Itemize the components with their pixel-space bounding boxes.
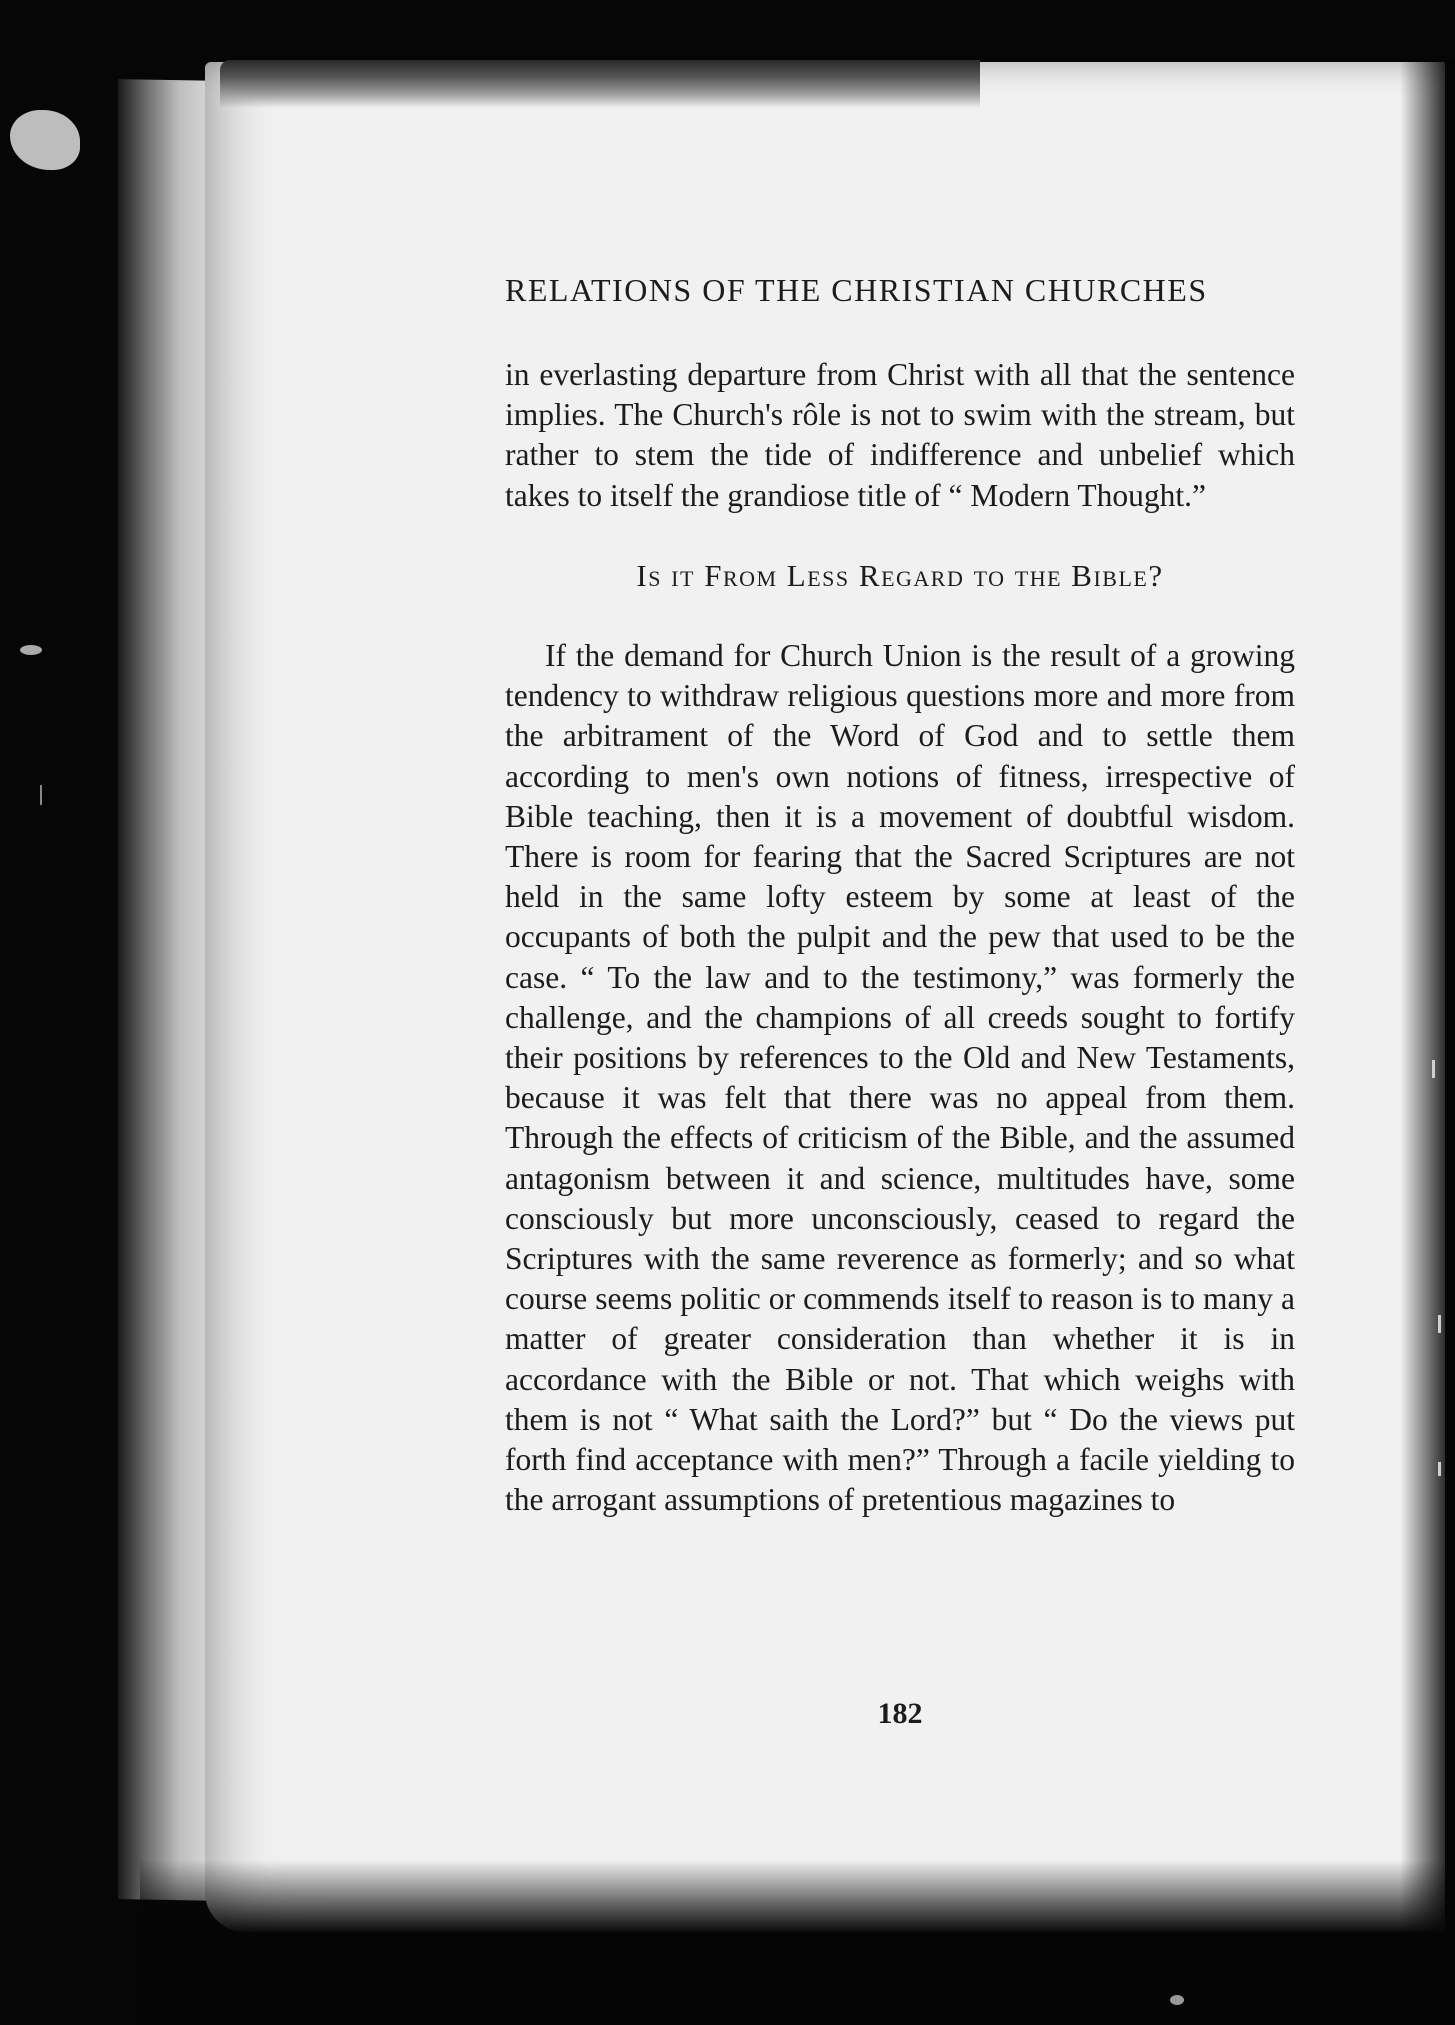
body-text — [505, 355, 1295, 1520]
edge-mark — [1438, 1462, 1441, 1476]
page-top-edge — [220, 60, 980, 108]
running-head: RELATIONS OF THE CHRISTIAN CHURCHES — [505, 272, 1208, 308]
section-heading: Is it From Less Regard to the Bible? — [636, 557, 1164, 593]
opening-paragraph: in everlasting departure from Christ with all that the sentence implies. The Church's rôle is not to swim with the stream, but rather to stem the tide of indifference and unbelief which takes to itself the grandiose title of “ Modern Thought.” — [505, 357, 1295, 513]
main-paragraph: If the demand for Church Union is the result of a growing tendency to withdraw religious questions more and more from the arbitrament of the Word of God and to settle them according to men's own notions of fitness, irrespective of Bible teaching, then it is a movement of doubtful wisdom. There is room for fearing that the Sacred Scriptures are not held in the same lofty esteem by some at least of the occupants of both the pulpit and the pew that used to be the case. “ To the law and to the testimony,” was formerly the challenge, and the champions of all creeds sought to fortify their positions by references to the Old and New Testaments, because it was felt that there was no appeal from them. Through the effects of criticism of the Bible, and the assumed antagonism between it and science, multitudes have, some consciously but more unconsciously, ceased to regard the Scriptures with the same reverence as formerly; and so what course seems politic or commends itself to reason is to many a matter of greater consideration than whether it is in accordance with the Bible or not. That which weighs with them is not “ What saith the Lord?” but “ Do the views put forth find acceptance with men?” Through a facile yielding to the arrogant assumptions of pretentious magazines to — [505, 638, 1295, 1518]
edge-mark — [40, 785, 42, 805]
bottom-shadow — [140, 1860, 1455, 2025]
gutter-shadow — [1400, 60, 1455, 1940]
page-number: 182 — [877, 1697, 923, 1730]
edge-mark — [1432, 1060, 1435, 1078]
dust-speck — [1170, 1995, 1184, 2005]
edge-mark — [1438, 1315, 1441, 1333]
dust-speck — [20, 645, 42, 655]
